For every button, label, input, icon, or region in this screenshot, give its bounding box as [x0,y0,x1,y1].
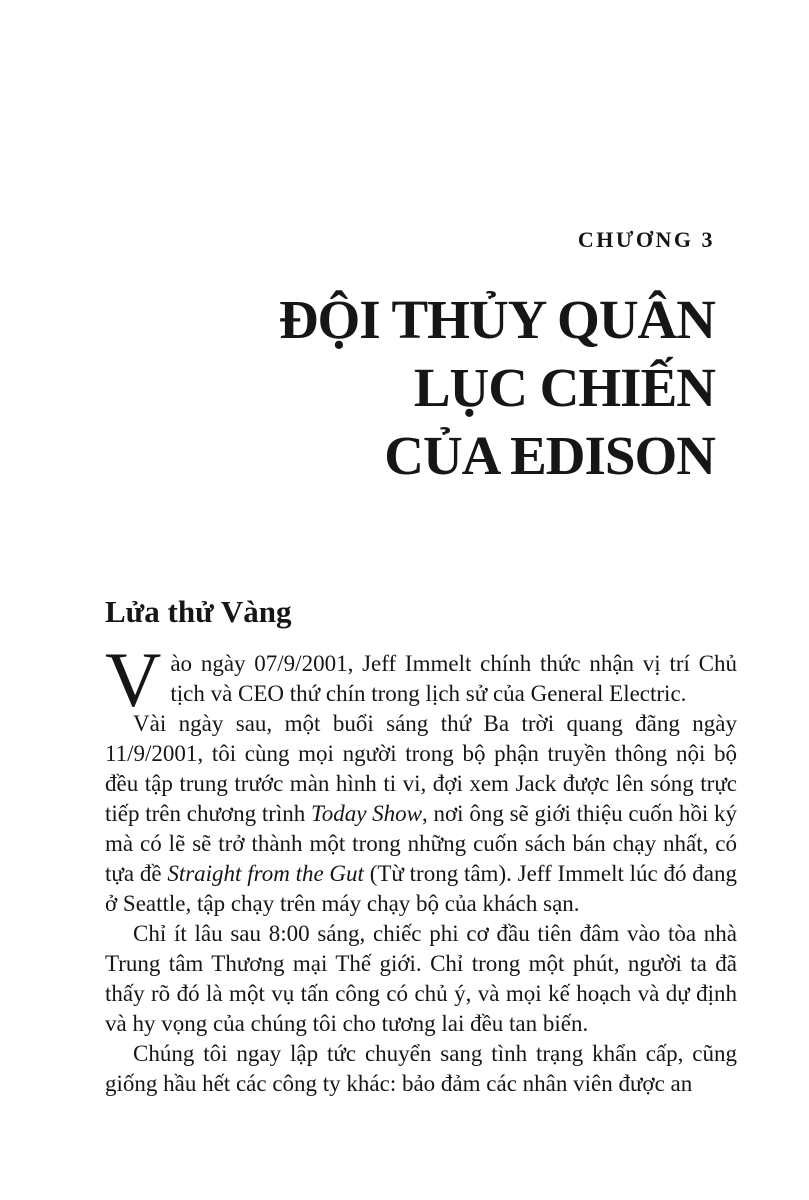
section-heading: Lửa thử Vàng [105,594,292,629]
drop-cap: V [105,636,162,723]
text-run: (Từ trong tâm). Jeff Immelt lúc đó đang ở Seattle, tập chạy trên máy chạy bộ của khách sạn. [105,861,737,916]
italic-text-run: Straight from the Gut [167,861,364,886]
text-run: Chúng tôi ngay lập tức chuyển sang tình trạng khẩn cấp, cũng giống hầu hết các công ty khác: bảo đảm các nhân viên được an [105,1041,737,1096]
body-paragraphs [105,636,738,1099]
text-run: , nơi ông sẽ giới thiệu cuốn hồi ký mà có lẽ sẽ trở thành một trong những cuốn sách bán chạy nhất, có tựa đề [105,801,738,886]
chapter-title-line-2: LỤC CHIẾN [413,357,715,418]
text-run: Vài ngày sau, một buổi sáng thứ Ba trời quang đãng ngày 11/9/2001, tôi cùng mọi người trong bộ phận truyền thông nội bộ đều tập trung trước màn hình ti vi, đợi xem Jack được lên sóng trực tiếp trên chương trình [105,711,737,826]
paragraph [105,636,737,723]
text-run: Chỉ ít lâu sau 8:00 sáng, chiếc phi cơ đầu tiên đâm vào tòa nhà Trung tâm Thương mại Thế giới. Chỉ trong một phút, người ta đã thấy rõ đó là một vụ tấn công có chủ ý, và mọi kế hoạch và dự định và hy vọng của chúng tôi cho tương lai đều tan biến. [105,921,737,1036]
chapter-title-line-1: ĐỘI THỦY QUÂN [278,289,715,350]
chapter-title [279,286,715,490]
chapter-title-line-3: CỦA EDISON [384,425,715,486]
paragraph [105,709,737,919]
paragraph [105,919,737,1039]
italic-text-run: Today Show [311,801,423,826]
paragraph [105,1039,737,1099]
text-run: ào ngày 07/9/2001, Jeff Immelt chính thức nhận vị trí Chủ tịch và CEO thứ chín trong lịch sử của General Electric. [170,651,737,706]
chapter-label: CHƯƠNG 3 [577,227,715,252]
